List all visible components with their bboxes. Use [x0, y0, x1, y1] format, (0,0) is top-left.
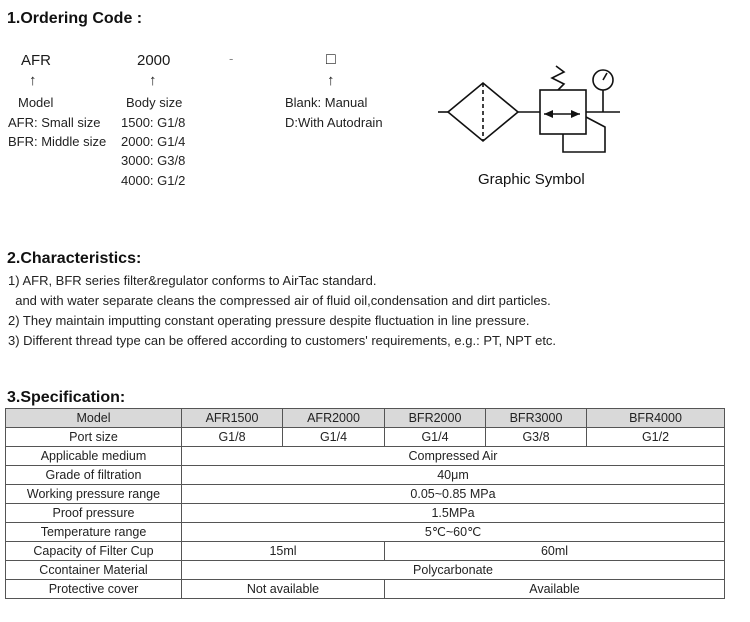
row-label: Port size — [6, 428, 182, 447]
table-cell: 1.5MPa — [182, 504, 725, 523]
characteristic-line: 2) They maintain imputting constant operating pressure despite fluctuation in line pressure. — [8, 313, 530, 328]
row-label: Ccontainer Material — [6, 561, 182, 580]
table-cell: G1/4 — [385, 428, 486, 447]
model-option: BFR: Middle size — [8, 134, 107, 149]
symbol-caption: Graphic Symbol — [478, 171, 585, 188]
row-label: Protective cover — [6, 580, 182, 599]
table-row — [6, 542, 725, 561]
table-row — [6, 485, 725, 504]
table-cell: Compressed Air — [182, 447, 725, 466]
table-cell: Not available — [182, 580, 385, 599]
table-cell: 0.05~0.85 MPa — [182, 485, 725, 504]
column-header: Model — [6, 409, 182, 428]
table-row — [6, 504, 725, 523]
table-row — [6, 523, 725, 542]
column-header: AFR2000 — [283, 409, 385, 428]
column-header: AFR1500 — [182, 409, 283, 428]
table-cell: G1/4 — [283, 428, 385, 447]
table-cell: Available — [385, 580, 725, 599]
filter-regulator-symbol-icon — [430, 62, 630, 162]
body-size-option: 4000: G1/2 — [121, 173, 186, 188]
row-label: Temperature range — [6, 523, 182, 542]
table-cell: 15ml — [182, 542, 385, 561]
code-dash: - — [229, 51, 234, 66]
arrow-up-icon: ↑ — [327, 72, 335, 89]
row-label: Capacity of Filter Cup — [6, 542, 182, 561]
table-cell: G1/2 — [587, 428, 725, 447]
table-row — [6, 561, 725, 580]
characteristic-line: 1) AFR, BFR series filter&regulator conforms to AirTac standard. — [8, 273, 377, 288]
table-cell: G1/8 — [182, 428, 283, 447]
table-cell: 60ml — [385, 542, 725, 561]
table-cell: Polycarbonate — [182, 561, 725, 580]
row-label: Applicable medium — [6, 447, 182, 466]
code-model: AFR — [21, 52, 51, 69]
model-title: Model — [18, 95, 54, 110]
model-option: AFR: Small size — [8, 115, 101, 130]
row-label: Proof pressure — [6, 504, 182, 523]
table-row — [6, 580, 725, 599]
table-row — [6, 466, 725, 485]
drain-option: Blank: Manual — [285, 95, 368, 110]
specification-heading: 3.Specification: — [7, 389, 126, 406]
code-body-size: 2000 — [137, 52, 171, 69]
body-size-option: 3000: G3/8 — [121, 153, 186, 168]
table-cell: 5℃~60℃ — [182, 523, 725, 542]
column-header: BFR3000 — [486, 409, 587, 428]
code-drain-box: □ — [326, 51, 336, 68]
ordering-heading: 1.Ordering Code : — [7, 10, 143, 27]
row-label: Working pressure range — [6, 485, 182, 504]
characteristic-line: 3) Different thread type can be offered according to customers' requirements, e.g.: PT, NPT etc. — [8, 333, 557, 348]
table-row — [6, 428, 725, 447]
body-size-title: Body size — [126, 95, 183, 110]
table-row — [6, 447, 725, 466]
table-cell: G3/8 — [486, 428, 587, 447]
row-label: Grade of filtration — [6, 466, 182, 485]
table-header-row — [6, 409, 725, 428]
arrow-up-icon: ↑ — [29, 72, 37, 89]
column-header: BFR4000 — [587, 409, 725, 428]
drain-option: D:With Autodrain — [285, 115, 383, 130]
body-size-option: 1500: G1/8 — [121, 115, 186, 130]
table-cell: 40μm — [182, 466, 725, 485]
characteristic-line: and with water separate cleans the compressed air of fluid oil,condensation and dirt particles. — [8, 293, 551, 308]
characteristics-heading: 2.Characteristics: — [7, 250, 142, 267]
specification-table — [5, 408, 725, 599]
column-header: BFR2000 — [385, 409, 486, 428]
arrow-up-icon: ↑ — [149, 72, 157, 89]
body-size-option: 2000: G1/4 — [121, 134, 186, 149]
